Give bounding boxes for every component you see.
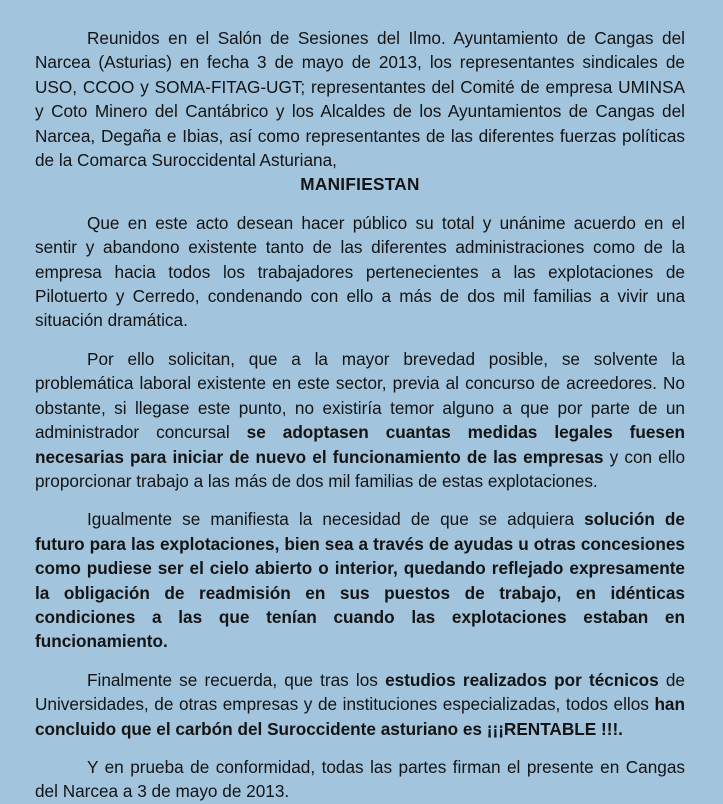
paragraph-rentable-bold-b: estudios realizados por técnicos [385, 669, 659, 690]
paragraph-solicitan [35, 347, 685, 493]
paragraph-rentable-text-c: de Universidades, de otras empresas y de instituciones especializadas, todos ellos [35, 669, 685, 715]
paragraph-futuro-bold: solución de futuro para las explotaciones, bien sea a través de ayudas u otras concesiones como pudiese ser el cielo abierto o interior, quedando reflejado expresamente la obligación de readmisión en sus puestos de trabajo, en idénticas condiciones a las que tenían cuando las explotaciones estaban en funcionamiento. [35, 509, 685, 652]
intro-paragraph: Reunidos en el Salón de Sesiones del Ilmo. Ayuntamiento de Cangas del Narcea (Asturias) en fecha 3 de mayo de 2013, los representantes sindicales de USO, CCOO y SOMA-FITAG-UGT; representantes del Comité de empresa UMINSA y Coto Minero del Cantábrico y los Alcaldes de los Ayuntamientos de Cangas del Narcea, Degaña e Ibias, así como representantes de las diferentes fuerzas políticas de la Comarca Suroccidental Asturiana, [35, 28, 685, 171]
paragraph-solicitan-bold: se adoptasen cuantas medidas legales fuesen necesarias para iniciar de nuevo el funcionamiento de las empresas [35, 422, 686, 467]
paragraph-solicitan-text-a: Por ello solicitan, que a la mayor brevedad posible, se solvente la problemática laboral existente en este sector, previa al concurso de acreedores. No obstante, si llegase este punto, no existiría temor alguno a que por parte de un administrador concursal [35, 348, 685, 443]
paragraph-futuro [35, 507, 685, 653]
paragraph-rentable-bold-d: han concluido que el carbón del Suroccidente asturiano es ¡¡¡RENTABLE !!!. [35, 694, 685, 739]
paragraph-rentable-text-a: Finalmente se recuerda, que tras los [87, 669, 386, 690]
paragraph-futuro-text-a: Igualmente se manifiesta la necesidad de que se adquiera [87, 509, 585, 530]
paragraph-abandono: Que en este acto desean hacer público su total y unánime acuerdo en el sentir y abandono existente tanto de las diferentes administraciones como de la empresa hacia todos los trabajadores pertenecientes a las explotaciones de Pilotuerto y Cerredo, condenando con ello a más de dos mil familias a vivir una situación dramática. [35, 212, 685, 331]
paragraph-solicitan-text-c: y con ello proporcionar trabajo a las más de dos mil familias de estas explotaciones. [35, 446, 685, 491]
manifiestan-heading: MANIFIESTAN [300, 174, 420, 195]
paragraph-rentable [35, 668, 685, 741]
closing-paragraph: Y en prueba de conformidad, todas las partes firman el presente en Cangas del Narcea a 3 de mayo de 2013. [35, 756, 685, 802]
